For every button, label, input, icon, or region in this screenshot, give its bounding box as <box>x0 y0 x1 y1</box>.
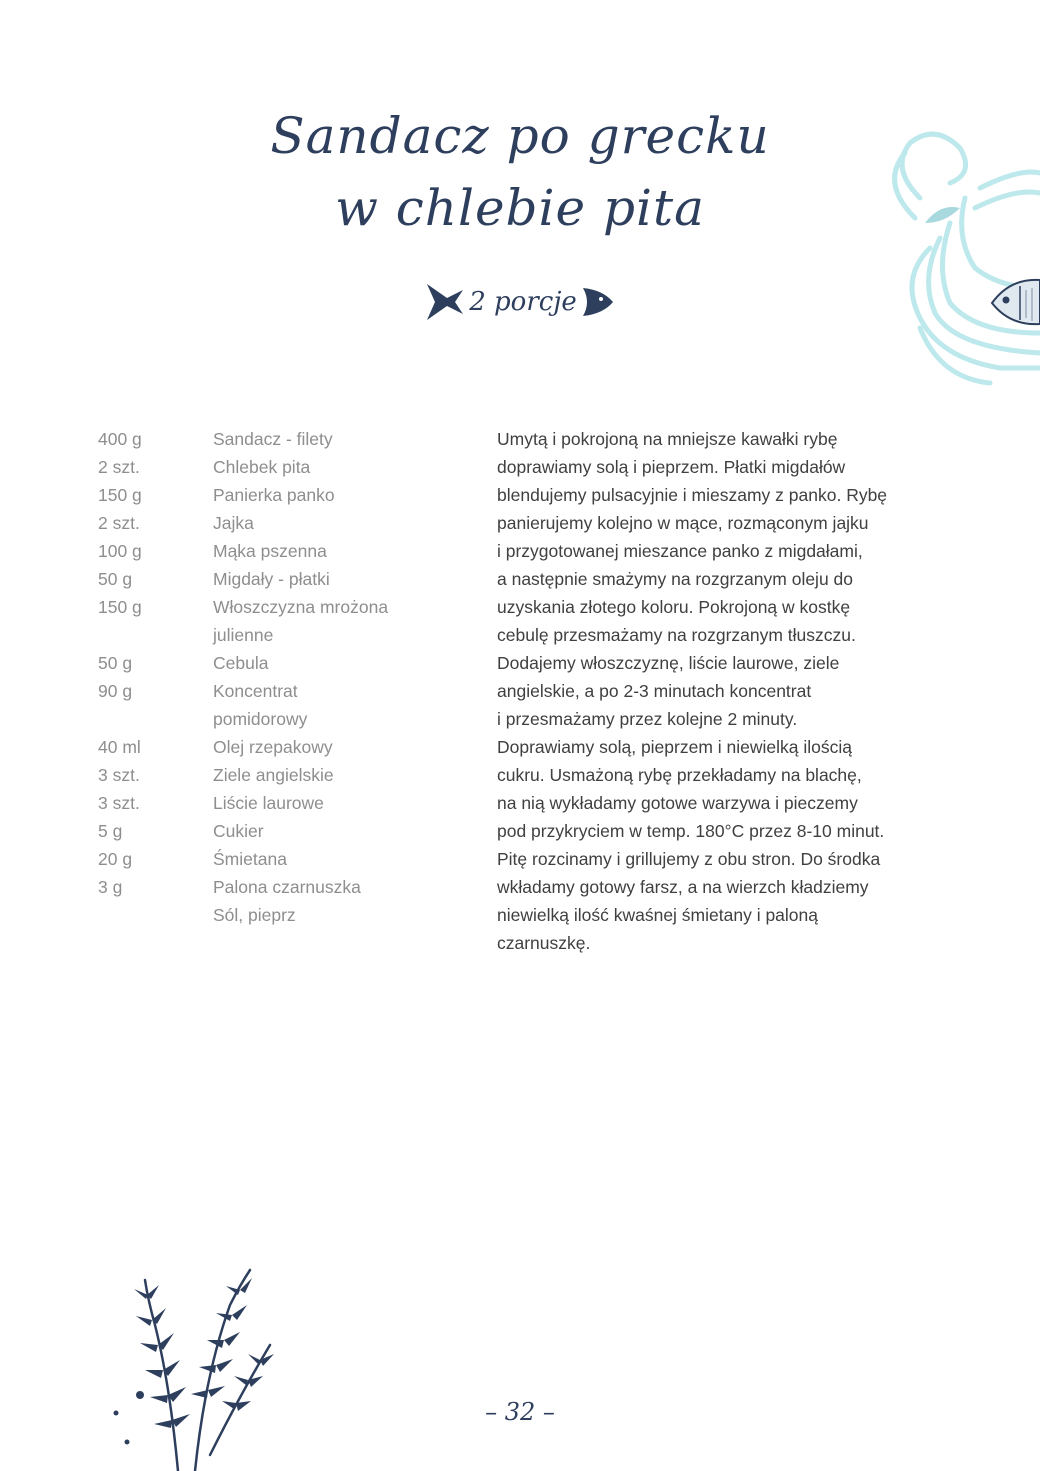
page-number: – 32 – <box>485 1398 555 1426</box>
method-line: cebulę przesmażamy na rozgrzanym tłuszczu. <box>497 625 856 645</box>
wave-fish-icon <box>880 128 1040 388</box>
ingredient-row <box>98 565 438 593</box>
ingredient-row <box>98 733 438 761</box>
ingredient-row <box>98 481 438 509</box>
ingredient-qty: 5 g <box>98 821 123 841</box>
fish-head-right-icon <box>581 284 615 320</box>
rosemary-icon <box>100 1265 310 1471</box>
method-line: uzyskania złotego koloru. Pokrojoną w kostkę <box>497 597 851 617</box>
portions-label: 2 porcje <box>469 287 577 317</box>
method-line: doprawiamy solą i pieprzem. Płatki migdałów <box>497 457 846 477</box>
ingredient-name: Panierka panko <box>213 485 335 505</box>
ingredient-name: Liście laurowe <box>213 793 324 813</box>
method-line: pod przykryciem w temp. 180°C przez 8-10 minut. <box>497 821 885 841</box>
method-line: na nią wykładamy gotowe warzywa i pieczemy <box>497 793 858 813</box>
ingredient-name: Włoszczyzna mrożona julienne <box>213 597 389 645</box>
ingredient-name: Koncentrat pomidorowy <box>213 681 308 729</box>
ingredient-qty: 40 ml <box>98 737 141 757</box>
ingredient-name: Jajka <box>213 513 254 533</box>
ingredient-qty: 3 szt. <box>98 793 140 813</box>
title-line-2: w chlebie pita <box>335 179 705 237</box>
method-line: panierujemy kolejno w mące, rozmąconym jajku <box>497 513 869 533</box>
ingredient-row <box>98 537 438 565</box>
ingredient-name: Cebula <box>213 653 269 673</box>
ingredient-row <box>98 761 438 789</box>
ingredient-name: Chlebek pita <box>213 457 311 477</box>
ingredient-row <box>98 593 438 649</box>
ingredient-qty: 50 g <box>98 569 133 589</box>
method-line: niewielką ilość kwaśnej śmietany i paloną <box>497 905 818 925</box>
method-line: Pitę rozcinamy i grillujemy z obu stron. Do środka <box>497 849 881 869</box>
ingredient-qty: 3 g <box>98 877 123 897</box>
ingredient-qty: 20 g <box>98 849 133 869</box>
method-line: angielskie, a po 2-3 minutach koncentrat <box>497 681 812 701</box>
method-line: Doprawiamy solą, pieprzem i niewielką ilością <box>497 737 852 757</box>
ingredient-row <box>98 677 438 733</box>
ingredient-qty: 50 g <box>98 653 133 673</box>
ingredient-row <box>98 453 438 481</box>
ingredient-qty: 150 g <box>98 485 142 505</box>
title-line-1: Sandacz po grecku <box>270 107 770 165</box>
ingredient-qty: 100 g <box>98 541 142 561</box>
ingredient-name: Mąka pszenna <box>213 541 327 561</box>
ingredient-name: Sól, pieprz <box>213 905 296 925</box>
fish-tail-left-icon <box>425 280 465 324</box>
ingredient-qty: 2 szt. <box>98 457 140 477</box>
ingredient-qty: 90 g <box>98 681 133 701</box>
method-text <box>497 425 947 957</box>
ingredient-row <box>98 873 438 901</box>
ingredient-row <box>98 901 438 929</box>
method-line: cukru. Usmażoną rybę przekładamy na blachę, <box>497 765 862 785</box>
ingredients-list <box>98 425 438 929</box>
ingredient-name: Śmietana <box>213 849 287 869</box>
method-line: wkładamy gotowy farsz, a na wierzch kładziemy <box>497 877 869 897</box>
ingredient-name: Migdały - płatki <box>213 569 330 589</box>
ingredient-row <box>98 817 438 845</box>
ingredient-name: Sandacz - filety <box>213 429 333 449</box>
ingredient-name: Cukier <box>213 821 264 841</box>
ingredient-row <box>98 509 438 537</box>
ingredient-row <box>98 789 438 817</box>
method-line: i przygotowanej mieszance panko z migdałami, <box>497 541 863 561</box>
ingredient-qty: 400 g <box>98 429 142 449</box>
ingredient-name: Olej rzepakowy <box>213 737 333 757</box>
ingredient-row <box>98 649 438 677</box>
ingredient-name: Palona czarnuszka <box>213 877 361 897</box>
method-line: a następnie smażymy na rozgrzanym oleju do <box>497 569 854 589</box>
ingredient-qty <box>98 901 213 929</box>
method-line: Umytą i pokrojoną na mniejsze kawałki rybę <box>497 429 838 449</box>
ingredient-qty: 3 szt. <box>98 765 140 785</box>
method-line: i przesmażamy przez kolejne 2 minuty. <box>497 709 798 729</box>
method-line: czarnuszkę. <box>497 933 591 953</box>
method-line: blendujemy pulsacyjnie i mieszamy z panko. Rybę <box>497 485 888 505</box>
ingredient-row <box>98 845 438 873</box>
method-line: Dodajemy włoszczyznę, liście laurowe, ziele <box>497 653 840 673</box>
ingredient-row <box>98 425 438 453</box>
ingredient-qty: 150 g <box>98 597 142 617</box>
ingredient-name: Ziele angielskie <box>213 765 334 785</box>
ingredient-qty: 2 szt. <box>98 513 140 533</box>
